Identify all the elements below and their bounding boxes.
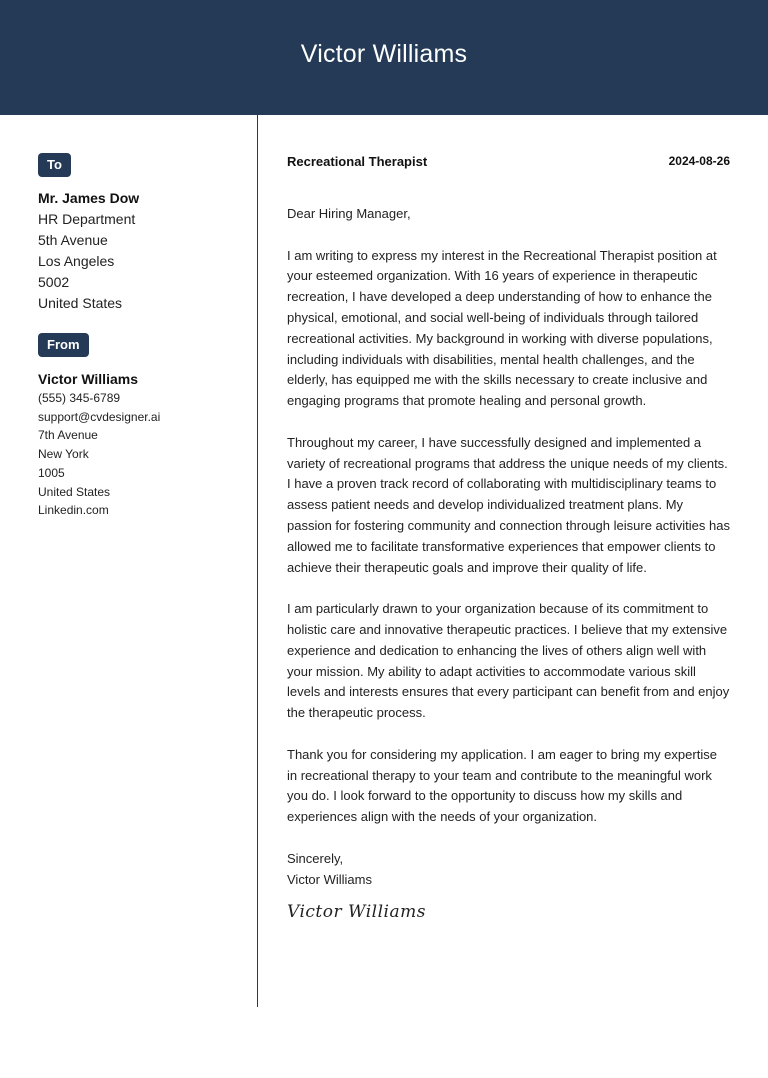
recipient-name: Mr. James Dow [38, 190, 140, 206]
letter-body [287, 154, 730, 922]
letter-title-row [287, 154, 730, 174]
letter-paragraph: I am writing to express my interest in the Recreational Therapist position at your esteemed organization. With 16 years of experience in therapeutic recreation, I have developed a deep understanding of how to enhance the physical, emotional, and social well-being of individuals through tailored recreational activities. My background in working with diverse populations, including individuals with disabilities, mental health challenges, and the elderly, has equipped me with the skills necessary to create inclusive and engaging programs that promote healing and personal growth. [287, 247, 717, 409]
sender-block [38, 370, 243, 520]
header-banner [0, 0, 768, 115]
recipient-block [38, 188, 243, 314]
sender-postal-code: 1005 [38, 465, 65, 480]
recipient-country: United States [38, 295, 123, 311]
vertical-divider [257, 115, 258, 1007]
sender-country: United States [38, 484, 111, 499]
closing-phrase: Sincerely, [287, 850, 344, 866]
recipient-city: Los Angeles [38, 253, 115, 269]
handwritten-signature: Victor Williams [287, 902, 426, 923]
sender-name: Victor Williams [38, 371, 138, 387]
from-badge: From [38, 333, 89, 357]
sender-city: New York [38, 447, 89, 462]
sender-street: 7th Avenue [38, 428, 98, 443]
applicant-name-heading: Victor Williams [300, 40, 468, 68]
closing-block [287, 849, 730, 891]
recipient-department: HR Department [38, 211, 136, 227]
sender-phone: (555) 345-6789 [38, 391, 121, 405]
sender-linkedin: Linkedin.com [38, 503, 109, 518]
recipient-street: 5th Avenue [38, 232, 108, 248]
closing-name: Victor Williams [287, 871, 372, 887]
letter-paragraph: I am particularly drawn to your organization because of its commitment to holistic care and innovative therapeutic practices. I believe that my extensive experience and dedication to enhancing the lives of others align well with your mission. My ability to adapt activities to accommodate various skill levels and interests ensures that every participant can benefit from and enjoy the therapeutic process. [287, 601, 730, 721]
sidebar [38, 153, 243, 520]
to-badge: To [38, 153, 71, 177]
recipient-postal-code: 5002 [38, 274, 70, 290]
letter-paragraph: Throughout my career, I have successfully designed and implemented a variety of recreational programs that address the unique needs of my clients. I have a proven track record of collaborating with multidisciplinary teams to assess patient needs and develop individualized treatment plans. My passion for fostering community and connection through leisure activities has allowed me to facilitate transformative experiences that empower clients to achieve their therapeutic goals and improve their quality of life. [287, 434, 730, 575]
letter-paragraph: Thank you for considering my application. I am eager to bring my expertise in recreational therapy to your team and contribute to the meaningful work you do. I look forward to the opportunity to discuss how my skills and experiences align with the needs of your organization. [287, 746, 717, 825]
letter-date: 2024-08-26 [668, 154, 730, 168]
job-title: Recreational Therapist [287, 154, 428, 169]
salutation: Dear Hiring Manager, [287, 206, 411, 221]
sender-email: support@cvdesigner.ai [38, 409, 161, 424]
